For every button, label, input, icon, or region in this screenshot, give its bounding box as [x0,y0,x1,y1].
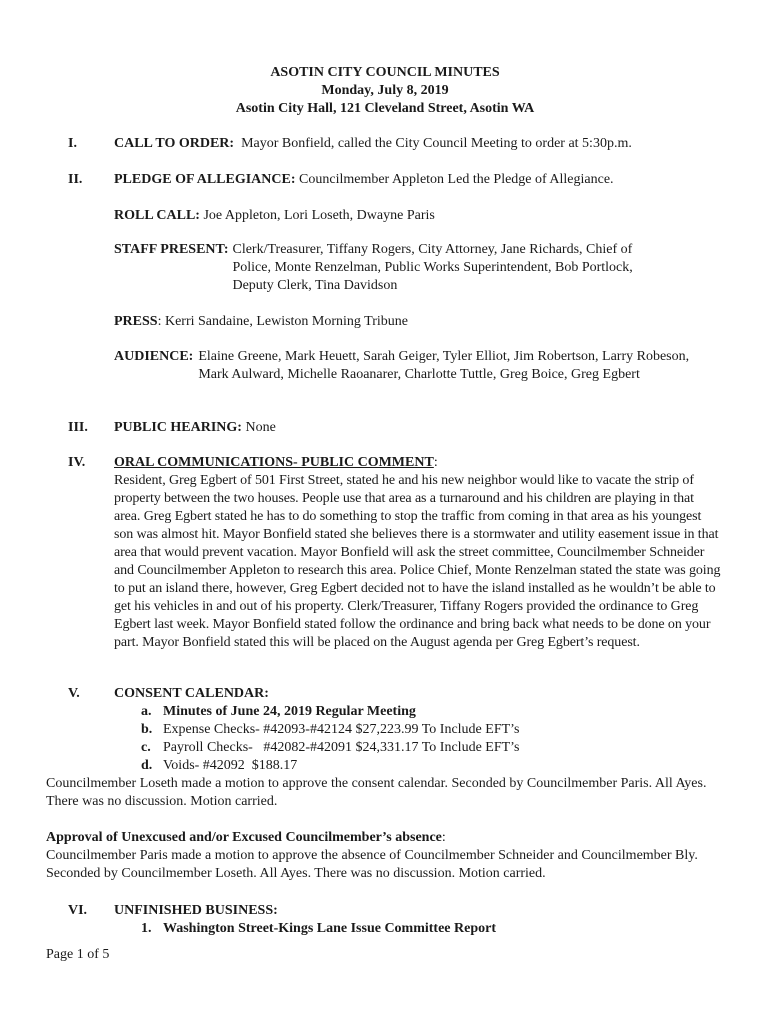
section-label: ORAL COMMUNICATIONS- PUBLIC COMMENT [114,455,434,470]
section-number: IV. [68,455,86,470]
section-number: VI. [68,903,88,918]
label-colon: : [441,830,446,845]
list-letter: c. [141,740,151,755]
section-label: CALL TO ORDER: [114,136,235,151]
section-text: Elaine Greene, Mark Heuett, Sarah Geiger, Tyler Elliot, Jim Robertson, Larry Robeson, Mark Aulward, Michelle Raoanarer, Charlotte Tuttle, Greg Boice, Greg Egbert [198,349,690,382]
section-label: STAFF PRESENT: [114,242,229,257]
section-number: V. [68,686,80,701]
meeting-location: Asotin City Hall, 121 Cleveland Street, Asotin WA [235,101,535,116]
section-text: None [245,420,276,435]
list-letter: d. [141,758,153,773]
section-number: III. [68,420,88,435]
section-number: I. [68,136,77,151]
list-text: Voids- #42092 $188.17 [163,758,298,773]
page-number: Page 1 of 5 [46,947,110,962]
section-text: Councilmember Appleton Led the Pledge of Allegiance. [299,172,614,187]
section-text: Resident, Greg Egbert of 501 First Street, stated he and his new neighbor would like to vacate the strip of property between the two houses. People use that area as a turnaround and his children are playing in that area. Greg Egbert stated he has to do something to stop the traffic from coming in that area as his youngest son was almost hit. Mayor Bonfield stated she believes there is a stormwater and utility easement issue in that area that would prevent vacation. Mayor Bonfield will ask the street committee, Councilmember Schneider and Councilmember Appleton to research this area. Police Chief, Monte Renzelman stated the state was going to put an island there, however, Greg Egbert decided not to have the island installed as he wouldn’t be able to get his vehicles in and out of his property. Clerk/Treasurer, Tiffany Rogers provided the ordinance to Greg Egbert last week. Mayor Bonfield stated follow the ordinance and bring back what needs to be done on your part. Mayor Bonfield stated this will be placed on the August agenda per Greg Egbert’s request. [114,473,721,650]
section-absence [46,829,726,883]
section-label: CONSENT CALENDAR: [114,686,269,701]
section-text: Joe Appleton, Lori Loseth, Dwayne Paris [203,208,435,223]
list-letter: b. [141,722,153,737]
section-label: ROLL CALL: [114,208,200,223]
section-text: Clerk/Treasurer, Tiffany Rogers, City Attorney, Jane Richards, Chief of Police, Monte Renzelman, Public Works Superintendent, Bob Portlock, Deputy Clerk, Tina Davidson [232,242,633,293]
list-text: Expense Checks- #42093-#42124 $27,223.99 To Include EFT’s [163,722,520,737]
section-label: Approval of Unexcused and/or Excused Councilmember’s absence [46,830,442,845]
list-text: Washington Street-Kings Lane Issue Committee Report [163,921,497,936]
section-label: PUBLIC HEARING: [114,420,242,435]
section-label: PLEDGE OF ALLEGIANCE: [114,172,296,187]
meeting-date: Monday, July 8, 2019 [321,83,449,98]
section-label: AUDIENCE: [114,349,194,364]
list-text: Payroll Checks- #42082-#42091 $24,331.17 To Include EFT’s [163,740,520,755]
section-text: : Kerri Sandaine, Lewiston Morning Tribune [157,314,408,329]
list-text: Minutes of June 24, 2019 Regular Meeting [163,704,416,719]
section-text: Councilmember Paris made a motion to approve the absence of Councilmember Schneider and Councilmember Bly. Seconded by Councilmember Loseth. All Ayes. There was no discussion. Motion carried. [46,848,698,881]
consent-motion-text: Councilmember Loseth made a motion to approve the consent calendar. Seconded by Councilmember Paris. All Ayes. There was no discussion. Motion carried. [46,776,707,809]
section-number: II. [68,172,83,187]
section-label: PRESS [114,314,158,329]
list-letter: a. [141,704,152,719]
section-label: UNFINISHED BUSINESS: [114,903,278,918]
document-title: ASOTIN CITY COUNCIL MINUTES [270,65,500,80]
label-colon: : [433,455,438,470]
section-text: Mayor Bonfield, called the City Council Meeting to order at 5:30p.m. [241,136,632,151]
list-number: 1. [141,921,152,936]
